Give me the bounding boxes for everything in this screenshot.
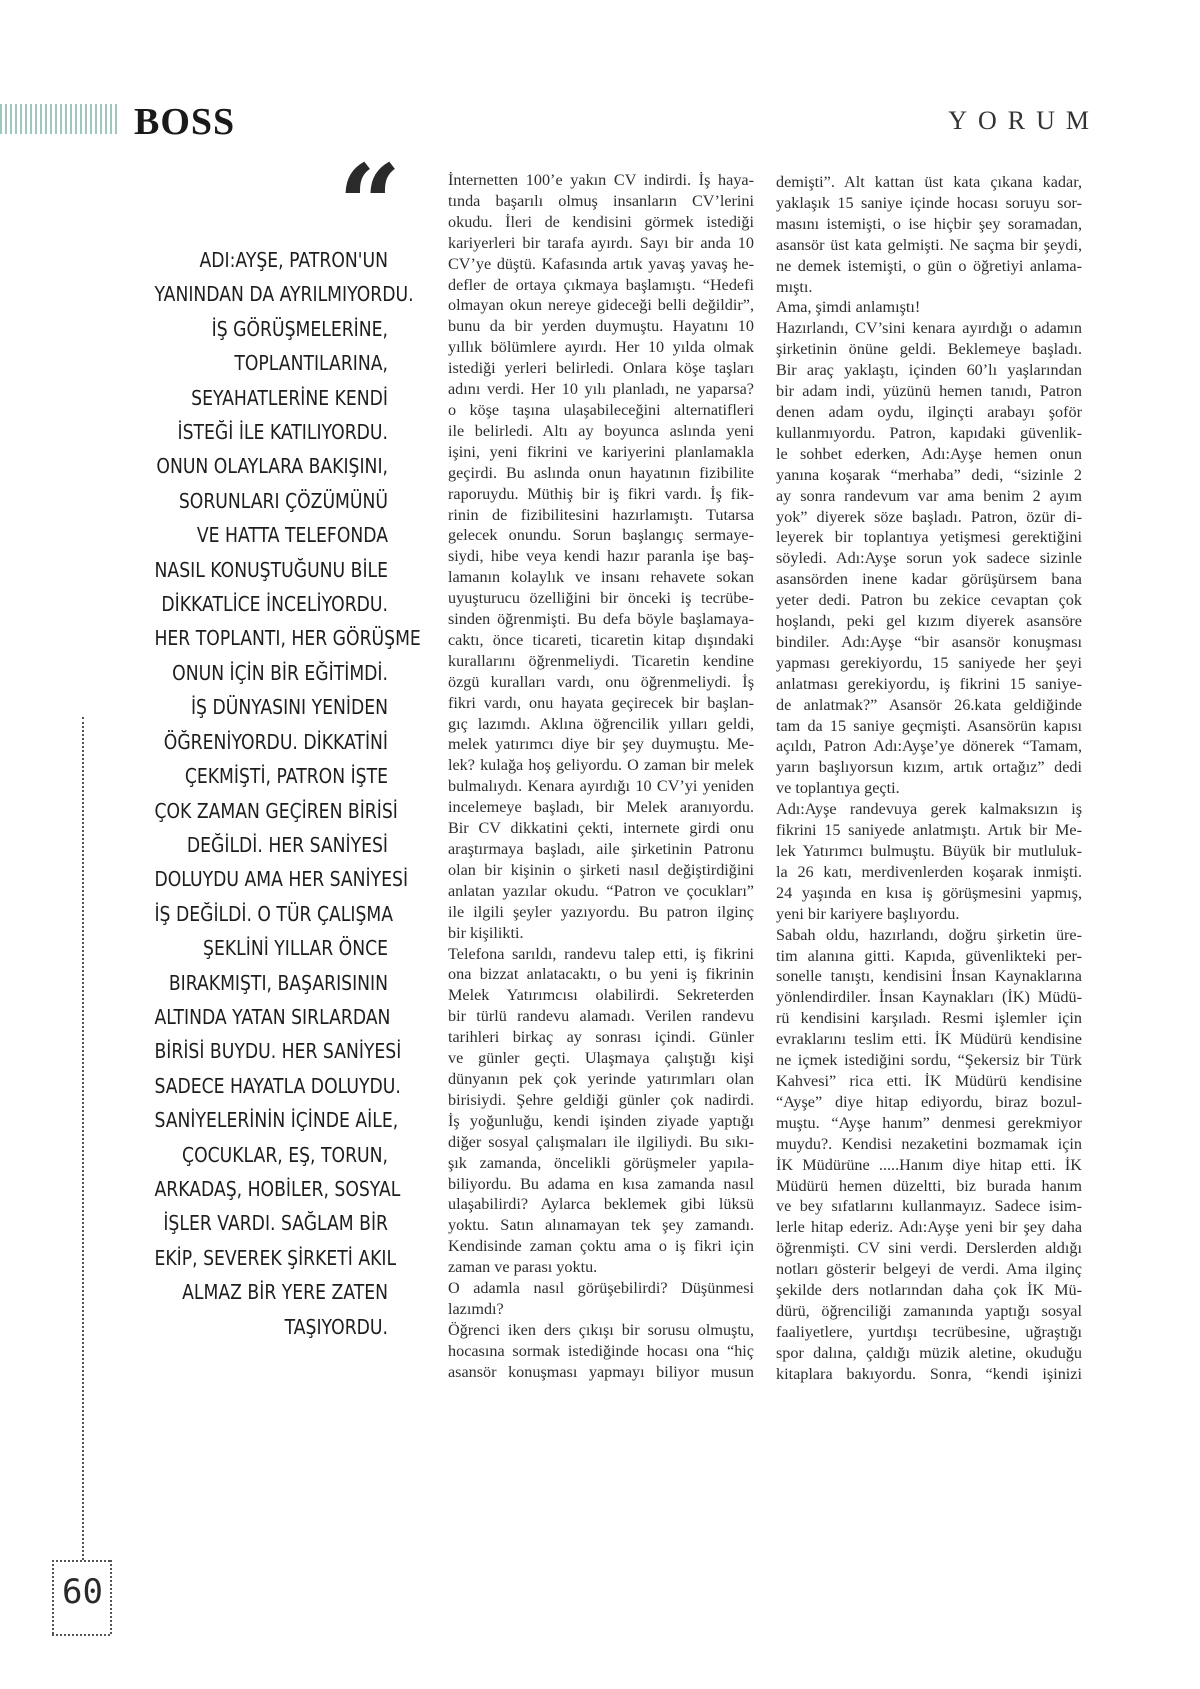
article-line: faaliyetlere, yurtdışı tecrübesine, uğraştığı — [776, 1322, 1082, 1341]
pull-quote-line: ARKADAŞ, HOBİLER, SOSYAL — [154, 1176, 401, 1201]
article-line: asansör konuşması yapmayı biliyor musun — [448, 1362, 754, 1381]
article-line: ne demek istemişti, o gün o öğretiyi anlama- — [776, 256, 1082, 275]
article-line: Hazırlandı, CV’sini kenara ayırdığı o adamın — [776, 319, 1082, 338]
pull-quote-line: ÇOCUKLAR, EŞ, TORUN, — [182, 1142, 388, 1167]
article-line: rinin de fizibilitesini hazırlamıştı. Tutarsa — [448, 505, 754, 524]
article-line: kariyerleri bir tarafa ayırdı. Sayı bir anda 10 — [448, 233, 754, 252]
article-line: tim alanına gitti. Kapıda, güvenlikteki per- — [776, 946, 1082, 965]
article-line: şekilde ders notlarından daha çok İK Mü- — [776, 1281, 1082, 1300]
article-line: Bir CV dikkatini çekti, internete girdi onu — [448, 819, 754, 838]
article-line: asansörden inene kadar görüşürsem bana — [776, 570, 1082, 589]
article-line: muydu?. Kendisi nezaketini bozmamak için — [776, 1134, 1082, 1153]
article-line: Sabah oldu, hazırlandı, doğru şirketin üre- — [776, 925, 1082, 944]
article-line: sonelle tanıştı, kendisini İnsan Kaynaklarına — [776, 967, 1082, 986]
article-line: spor dalına, çaldığı müzik aletine, okuduğu — [776, 1343, 1082, 1362]
article-line: İK Müdürüne .....Hanım diye hitap etti. İK — [776, 1155, 1082, 1174]
article-line: uyuşturucu özelliğini bir önceki iş tecrübe- — [448, 589, 754, 608]
article-line: yapması gerekiyordu, 15 saniyede her şeyi — [776, 653, 1082, 672]
dotted-frame-line — [82, 717, 84, 1560]
pull-quote-line: SANİYELERİNİN İÇİNDE AİLE, — [154, 1108, 399, 1133]
pull-quote-line: HER TOPLANTI, HER GÖRÜŞME — [154, 626, 421, 651]
magazine-brand: BOSS — [134, 101, 236, 143]
article-line: 24 yaşında en kısa iş görüşmesini yapmış, — [776, 883, 1082, 902]
article-line: istediği yerleri belirledi. Onlara köşe taşları — [448, 359, 754, 378]
article-line: kitaplara bakıyordu. Sonra, “kendi işinizi — [776, 1364, 1082, 1383]
article-line: adını verdi. Her 10 yılı planladı, ne yaparsa? — [448, 380, 754, 399]
article-line: diğer sosyal çalışmaları ile ilgiliydi. Bu sıkı- — [448, 1132, 754, 1151]
article-line: melek yatırımcı diye bir şey duymuştu. Me- — [448, 735, 754, 754]
article-line: ve toplantıya geçti. — [776, 779, 900, 798]
article-line: ona bizzat anlatacaktı, o bu yeni iş fikrinin — [448, 965, 754, 984]
article-line: defler de ortaya çıkmaya başlamıştı. “Hedefi — [448, 275, 754, 294]
pull-quote-line: İŞLER VARDI. SAĞLAM BİR — [163, 1211, 388, 1236]
article-line: Kahvesi” rica etti. İK Müdürü kendisine — [776, 1071, 1082, 1090]
article-line: yarın başlıyorsun kızım, artık ortağız” dedi — [776, 758, 1082, 777]
article-column-2 — [776, 172, 1082, 1385]
article-line: ulaşabilirdi? Aylarca beklemek gibi lüksü — [448, 1195, 754, 1214]
article-line: İnternetten 100’e yakın CV indirdi. İş haya- — [448, 171, 754, 189]
article-line: öğrenmişti. CV sini verdi. Derslerden aldığı — [776, 1239, 1082, 1258]
article-line: söyledi. Adı:Ayşe sorun yok sadece sizinle — [776, 549, 1082, 568]
article-line: sinden öğrenmişti. Bu defa böyle başlamaya- — [448, 610, 754, 629]
article-line: CV’ye düştü. Kafasında artık yavaş yavaş he- — [448, 254, 754, 273]
article-line: la 26 katı, merdivenlerden koşarak inmişti. — [776, 862, 1082, 881]
page-number-frame-top — [52, 1560, 110, 1562]
article-line: lek Yatırımcı bulmuştu. Büyük bir mutluluk- — [776, 842, 1082, 860]
article-line: lerle hitap ederiz. Adı:Ayşe yeni bir şey daha — [776, 1218, 1082, 1237]
article-line: kullanmıyordu. Patron, kapıdaki güvenlik- — [776, 423, 1082, 442]
article-line: demişti”. Alt kattan üst kata çıkana kadar, — [776, 173, 1082, 191]
article-line: özgü kuralları vardı, onu öğrenmeliydi. İş — [448, 672, 754, 691]
article-line: Melek Yatırımcısı olabilirdi. Sekreterden — [448, 986, 754, 1005]
article-line: leyerek bir toplantıya yetişmesi gerektiğini — [776, 528, 1082, 547]
article-line: şirketinin önüne geldi. Beklemeye başladı. — [776, 340, 1082, 359]
article-line: okudu. İleri de kendisini görmek istediği — [448, 212, 754, 231]
article-line: Adı:Ayşe randevuya gerek kalmaksızın iş — [776, 800, 1082, 819]
article-line: O adamla nasıl görüşebilirdi? Düşünmesi — [448, 1279, 754, 1298]
article-line: işini, yeni fikrini ve kariyerini planlamakla — [448, 442, 754, 461]
article-line: yıllık bölümlere ayırdı. Her 10 yılda olmak — [448, 338, 754, 357]
article-line: o köşe taşına ulaşabileceğini alternatifleri — [448, 400, 754, 419]
pull-quote-line: ALMAZ BİR YERE ZATEN — [182, 1280, 388, 1305]
pull-quote-line: YANINDAN DA AYRILMIYORDU. — [154, 282, 414, 307]
article-line: caktı, önce ticareti, ticaretin kitap dışındaki — [448, 630, 754, 649]
article-line: dürü, öğrenciliği zamanında yaptığı sosyal — [776, 1301, 1082, 1320]
article-line: geçirdi. Bu aslında onun hayatının fizibilite — [448, 463, 754, 482]
pull-quote-line: DOLUYDU AMA HER SANİYESİ — [154, 867, 409, 892]
article-line: raporuydu. Müthiş bir iş fikri vardı. İş fik- — [448, 484, 754, 503]
article-line: biliyordu. Bu adama en kısa zamanda nasıl — [448, 1174, 754, 1193]
article-line: ve bey sıfatlarını kullanmayız. Sadece isim- — [776, 1197, 1082, 1216]
article-line: gelecek onundu. Sorun başlangıç sermaye- — [448, 526, 754, 545]
article-line: anlatan yazılar okudu. “Patron ve çocukları” — [448, 881, 754, 900]
article-column-1 — [448, 170, 754, 1383]
article-line: hoşlandı, peki gel kızım diyerek asansöre — [776, 612, 1082, 631]
header-stripes — [0, 104, 120, 134]
article-line: tam da 15 saniye geçmişti. Asansörün kapısı — [776, 716, 1082, 735]
pull-quote — [154, 243, 421, 1344]
article-line: bindiler. Adı:Ayşe “bir asansör konuşması — [776, 632, 1082, 651]
page-number: 60 — [62, 1572, 103, 1612]
article-line: olmayan okun nereye gideceği belli değildir”, — [448, 296, 754, 315]
article-line: yeni bir kariyere başlıyordu. — [776, 904, 960, 923]
pull-quote-line: İŞ GÖRÜŞMELERİNE, — [211, 316, 388, 341]
pull-quote-line: ALTINDA YATAN SIRLARDAN — [154, 1004, 391, 1029]
article-line: incelemeye başladı, bir Melek aranıyordu. — [448, 798, 754, 817]
article-line: gıç lazımdı. Aklına öğrencilik yılları geldi, — [448, 714, 754, 733]
pull-quote-line: SORUNLARI ÇÖZÜMÜNÜ — [178, 488, 388, 513]
article-line: araştırmaya başladı, aile şirketinin Patronu — [448, 840, 754, 858]
pull-quote-line: İSTEĞİ İLE KATILIYORDU. — [177, 420, 388, 445]
article-line: yanına koşarak “merhaba” dedi, “sizinle 2 — [776, 465, 1082, 484]
page-number-frame-right — [110, 1560, 112, 1634]
article-line: ay sonra randevum var ama benim 2 ayım — [776, 486, 1082, 505]
article-line: notları gösterir belgeyi de verdi. Ama ilginç — [776, 1260, 1082, 1279]
pull-quote-line: İŞ DEĞİLDİ. O TÜR ÇALIŞMA — [154, 901, 394, 926]
pull-quote-line: ÇEKMİŞTİ, PATRON İŞTE — [184, 764, 388, 789]
article-line: anlatması gerekiyordu, iş fikrini 15 saniye- — [776, 674, 1082, 693]
article-line: bir kişilikti. — [448, 923, 524, 942]
article-line: “Ayşe” diye hitap ediyordu, biraz bozul- — [776, 1092, 1082, 1111]
article-line: kurallarını öğrenmeliydi. Ticaretin kendine — [448, 651, 754, 670]
article-line: denen adam oydu, ilginçti arabayı şoför — [776, 402, 1082, 421]
article-line: le sohbet ederken, Adı:Ayşe hemen onun — [776, 444, 1082, 463]
pull-quote-line: SADECE HAYATLA DOLUYDU. — [154, 1073, 401, 1098]
pull-quote-line: BIRAKMIŞTI, BAŞARISININ — [168, 970, 388, 995]
article-line: Kendisinde zaman çoktu ama o iş fikri için — [448, 1237, 754, 1256]
article-line: yeter dedi. Patron bu zekice cevaptan çok — [776, 591, 1082, 610]
article-line: lazımdı? — [448, 1299, 504, 1318]
article-line: bunu da bir yerden duymuştu. Hayatını 10 — [448, 317, 754, 336]
article-line: Öğrenci iken ders çıkışı bir sorusu olmuştu, — [448, 1320, 754, 1339]
pull-quote-line: ÇOK ZAMAN GEÇİREN BİRİSİ — [154, 798, 398, 823]
article-line: masını istemişti, o ise hiçbir şey soramadan, — [776, 214, 1082, 233]
article-line: İş yoğunluğu, kendi işinden ziyade yaptığı — [448, 1111, 754, 1130]
pull-quote-line: SEYAHATLERİNE KENDİ — [191, 385, 388, 410]
article-line: ve günler geçti. Ulaşmaya çalıştığı kişi — [448, 1049, 754, 1068]
article-line: zaman ve parası yoktu. — [448, 1258, 598, 1277]
article-line: muştu. “Ayşe hanım” denmesi gerekmiyor — [776, 1113, 1082, 1132]
article-line: bulmalıydı. Kenara ayırdığı 10 CV’yi yeniden — [448, 777, 754, 796]
pull-quote-line: ÖĞRENİYORDU. DİKKATİNİ — [163, 729, 388, 754]
article-line: Ama, şimdi anlamıştı! — [776, 298, 921, 317]
article-line: tarihleri birkaç ay sonrası içindi. Günler — [448, 1028, 754, 1047]
article-line: yönlendirdiler. İnsan Kaynakları (İK) Müdü- — [776, 988, 1082, 1007]
article-line: mıştı. — [776, 277, 813, 296]
article-line: yoktu. Satın alınamayan tek şey zamandı. — [448, 1216, 754, 1235]
pull-quote-line: DİKKATLİCE İNCELİYORDU. — [161, 592, 388, 617]
article-line: fikri vardı, onu hayata geçirecek bir başlan- — [448, 693, 754, 712]
article-line: Bir araç yaklaştı, içinden 60’lı yaşlarından — [776, 361, 1082, 380]
pull-quote-line: ONUN İÇİN BİR EĞİTİMDİ. — [172, 660, 388, 685]
pull-quote-line: DEĞİLDİ. HER SANİYESİ — [186, 832, 388, 857]
page-number-frame-left — [52, 1560, 54, 1634]
article-line: siydi, hibe veya kendi hazır paranla işe baş- — [448, 547, 754, 566]
pull-quote-line: ŞEKLİNİ YILLAR ÖNCE — [203, 936, 388, 961]
article-line: hocasına sormak istediğinde hocası ona “hiç — [448, 1341, 754, 1360]
article-line: yok” diyerek söze başladı. Patron, özür di- — [776, 507, 1082, 526]
pull-quote-line: TOPLANTILARINA, — [234, 351, 388, 376]
pull-quote-line: VE HATTA TELEFONDA — [196, 523, 388, 548]
article-line: ile ilgili şeyler yazıyordu. Bu patron ilginç — [448, 902, 754, 921]
quote-mark-icon: “ — [338, 140, 402, 269]
article-line: birisiydi. Şehre geldiği günler çok nadirdi. — [448, 1090, 754, 1109]
pull-quote-line: EKİP, SEVEREK ŞİRKETİ AKIL — [154, 1245, 397, 1270]
article-line: açıldı, Patron Adı:Ayşe’ye dönerek “Tamam, — [776, 737, 1082, 756]
pull-quote-line: NASIL KONUŞTUĞUNU BİLE — [154, 557, 388, 582]
article-line: evraklarını teslim etti. İK Müdürü kendisine — [776, 1030, 1082, 1049]
article-line: Telefona sarıldı, randevu talep etti, iş fikrini — [448, 944, 754, 963]
article-line: Müdürü hemen düzeltti, biz burada hanım — [776, 1176, 1082, 1195]
pull-quote-line: ONUN OLAYLARA BAKIŞINI, — [156, 454, 388, 479]
article-line: asansör üst kata gelmişti. Ne saçma bir şeydi, — [776, 235, 1082, 254]
page-number-frame-bottom — [52, 1634, 110, 1636]
article-line: bir türlü randevu alamadı. Verilen randevu — [448, 1007, 754, 1026]
article-line: ile belirledi. Altı ay boyunca aslında yeni — [448, 421, 754, 440]
article-line: rü kendisini karşıladı. Resmi işlemler için — [776, 1009, 1082, 1028]
article-line: lek? kulağa hoş geliyordu. O zaman bir melek — [448, 756, 754, 775]
pull-quote-line: ADI:AYŞE, PATRON'UN — [199, 248, 388, 272]
article-line: yaklaşık 15 saniye içinde hocası soruyu sor- — [776, 193, 1082, 212]
article-line: dünyanın pek çok yerinde yatırımları olan — [448, 1069, 754, 1088]
article-line: tında başarılı olmuş insanların CV’lerini — [448, 191, 754, 210]
pull-quote-line: İŞ DÜNYASINI YENİDEN — [190, 695, 388, 720]
article-line: fikrini 15 saniyede anlatmıştı. Artık bir Me- — [776, 821, 1082, 840]
article-line: ne içmek istediğini sordu, “Şekersiz bir Türk — [776, 1051, 1082, 1070]
article-line: lamanın kolaylık ve insanı rehavete sokan — [448, 568, 754, 587]
article-line: bir adam indi, yüzünü hemen tanıdı, Patron — [776, 382, 1082, 401]
article-line: olan bir kişinin o şirketi nasıl değiştirdiğini — [448, 860, 754, 879]
pull-quote-line: TAŞIYORDU. — [284, 1314, 388, 1339]
section-title: YORUM — [948, 106, 1100, 135]
pull-quote-line: BİRİSİ BUYDU. HER SANİYESİ — [154, 1039, 402, 1064]
article-line: şık zamanda, öncelikli görüşmeler yapıla- — [448, 1153, 754, 1172]
article-line: de anlatmak?” Asansör 26.kata geldiğinde — [776, 695, 1082, 714]
